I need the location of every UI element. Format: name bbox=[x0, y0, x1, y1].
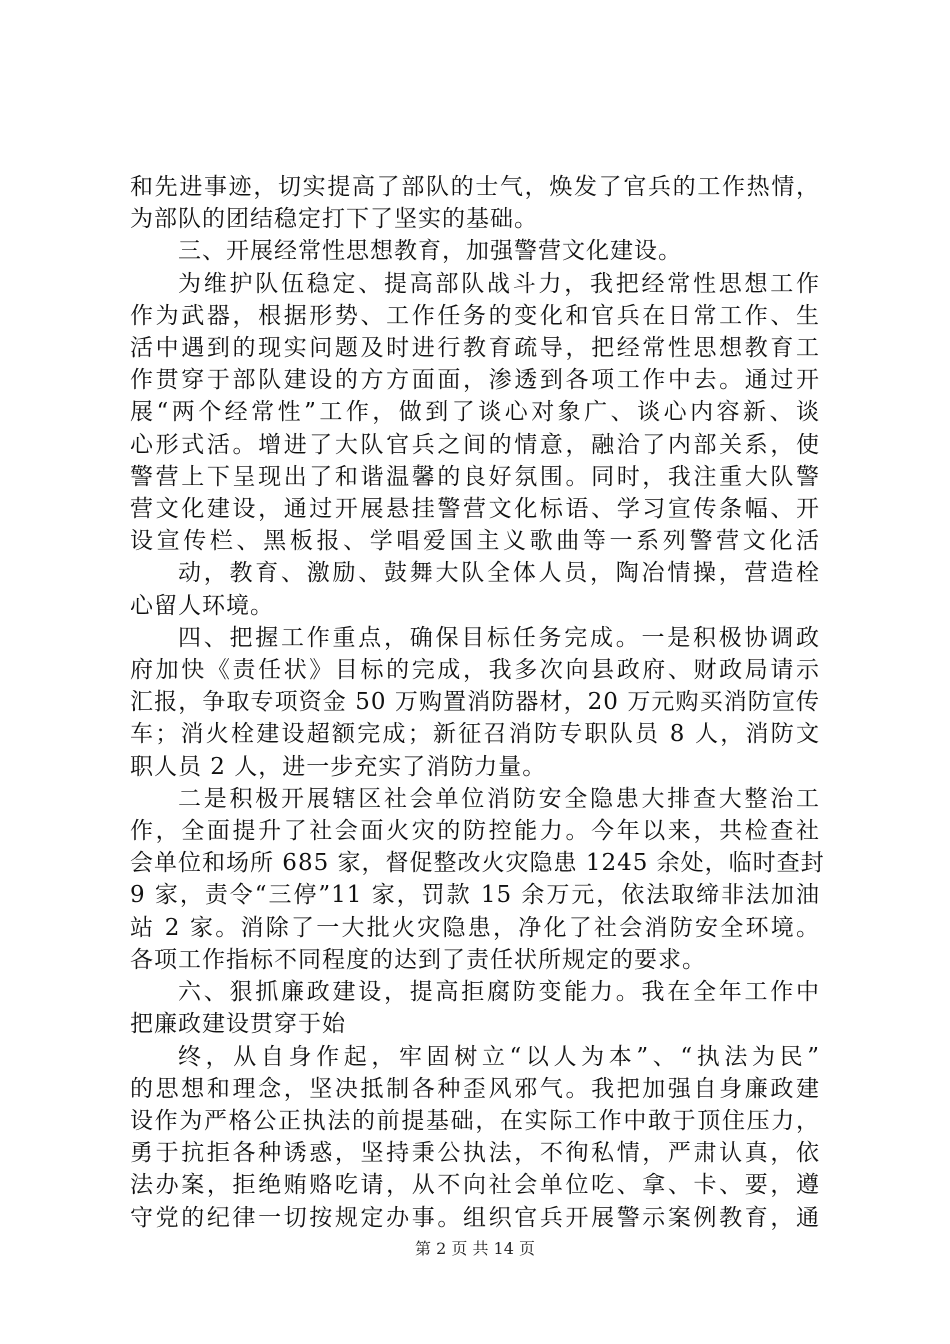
body-text-line: 营文化建设，通过开展悬挂警营文化标语、学习宣传条幅、开 bbox=[130, 496, 820, 522]
body-text-line: 活中遇到的现实问题及时进行教育疏导，把经常性思想教育工 bbox=[130, 335, 820, 361]
body-text-line: 9 家，责令“三停”11 家，罚款 15 余万元，依法取缔非法加油 bbox=[130, 882, 820, 908]
body-text-line: 的思想和理念，坚决抵制各种歪风邪气。我把加强自身廉政建 bbox=[130, 1076, 820, 1102]
body-text-line: 作，全面提升了社会面火灾的防控能力。今年以来，共检查社 bbox=[130, 818, 820, 844]
body-text-line: 府加快《责任状》目标的完成，我多次向县政府、财政局请示 bbox=[130, 657, 820, 683]
body-text-line: 心形式活。增进了大队官兵之间的情意，融洽了内部关系，使 bbox=[130, 432, 820, 458]
body-text-line: 终，从自身作起，牢固树立“以人为本”、“执法为民” bbox=[178, 1044, 820, 1070]
body-text-line: 站 2 家。消除了一大批火灾隐患，净化了社会消防安全环境。 bbox=[130, 915, 820, 941]
page-number-footer: 第 2 页 共 14 页 bbox=[415, 1239, 535, 1258]
body-text-line: 和先进事迹，切实提高了部队的士气，焕发了官兵的工作热情， bbox=[130, 174, 820, 200]
section-heading: 三、开展经常性思想教育，加强警营文化建设。 bbox=[178, 238, 682, 264]
body-text-line: 把廉政建设贯穿于始 bbox=[130, 1011, 346, 1037]
section-heading: 四、把握工作重点，确保目标任务完成。一是积极协调政 bbox=[178, 625, 820, 651]
section-heading: 六、狠抓廉政建设，提高拒腐防变能力。我在全年工作中 bbox=[178, 979, 820, 1005]
body-text-line: 勇于抗拒各种诱惑，坚持秉公执法，不徇私情，严肃认真，依 bbox=[130, 1140, 820, 1166]
body-text-line: 动，教育、激励、鼓舞大队全体人员，陶冶情操，营造栓 bbox=[178, 560, 820, 586]
body-text-line: 汇报，争取专项资金 50 万购置消防器材，20 万元购买消防宣传 bbox=[130, 689, 820, 715]
body-text-line: 会单位和场所 685 家，督促整改火灾隐患 1245 余处，临时查封 bbox=[130, 850, 825, 876]
body-text-line: 警营上下呈现出了和谐温馨的良好氛围。同时，我注重大队警 bbox=[130, 464, 820, 490]
body-text-line: 各项工作指标不同程度的达到了责任状所规定的要求。 bbox=[130, 947, 706, 973]
body-text-line: 作贯穿于部队建设的方方面面，渗透到各项工作中去。通过开 bbox=[130, 367, 820, 393]
body-text-line: 作为武器，根据形势、工作任务的变化和官兵在日常工作、生 bbox=[130, 303, 820, 329]
body-text-line: 展“两个经常性”工作，做到了谈心对象广、谈心内容新、谈 bbox=[130, 399, 820, 425]
body-text-line: 为部队的团结稳定打下了坚实的基础。 bbox=[130, 206, 538, 232]
body-text-line: 为维护队伍稳定、提高部队战斗力，我把经常性思想工作 bbox=[178, 271, 820, 297]
body-text-line: 车；消火栓建设超额完成；新征召消防专职队员 8 人，消防文 bbox=[130, 721, 820, 747]
body-text-line: 守党的纪律一切按规定办事。组织官兵开展警示案例教育，通 bbox=[130, 1205, 820, 1231]
body-text-line: 设作为严格公正执法的前提基础，在实际工作中敢于顶住压力， bbox=[130, 1108, 820, 1134]
body-text-line: 职人员 2 人，进一步充实了消防力量。 bbox=[130, 754, 547, 780]
body-text-line: 法办案，拒绝贿赂吃请，从不向社会单位吃、拿、卡、要，遵 bbox=[130, 1172, 820, 1198]
body-text-line: 二是积极开展辖区社会单位消防安全隐患大排查大整治工 bbox=[178, 786, 820, 812]
body-text-line: 设宣传栏、黑板报、学唱爱国主义歌曲等一系列警营文化活 bbox=[130, 528, 820, 554]
body-text-line: 心留人环境。 bbox=[130, 593, 274, 619]
